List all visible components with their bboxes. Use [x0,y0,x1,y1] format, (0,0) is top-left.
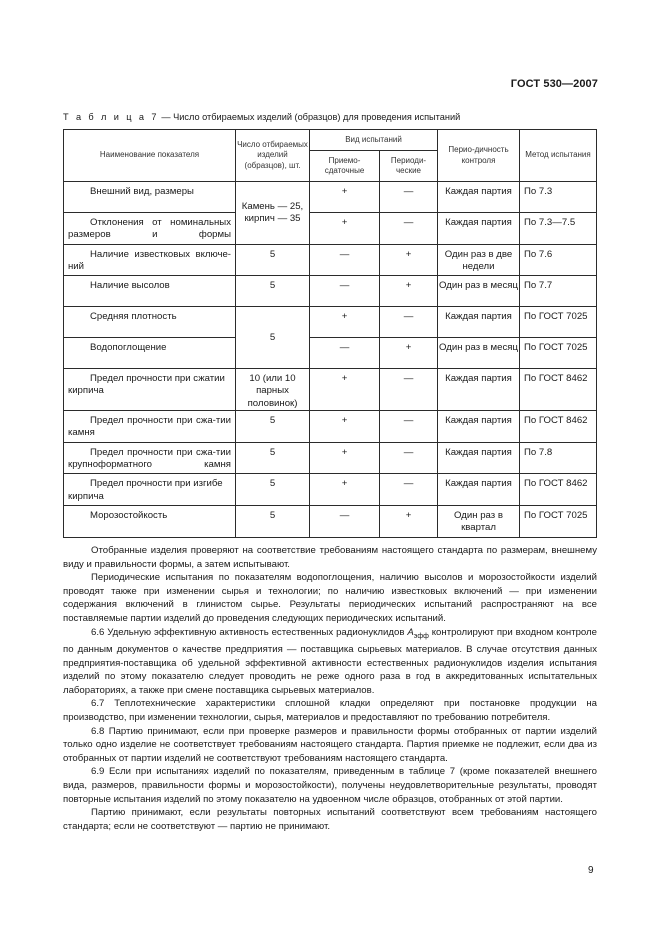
table-row [64,411,597,443]
header-acceptance: Приемо-сдаточные [310,151,380,182]
row-acceptance: — [310,338,380,369]
row-periodic: — [380,369,438,411]
table-row [64,474,597,506]
row-method: По 7.3—7.5 [520,213,597,245]
row-indicator: Отклонения от номинальных размеров и формы [68,217,231,241]
row-acceptance: — [310,505,380,537]
table-row [64,442,597,474]
row-frequency: Один раз в две недели [438,244,520,276]
row-method: По ГОСТ 7025 [520,338,597,369]
row-frequency: Один раз в месяц [438,276,520,307]
table-row [64,276,597,307]
table-row [64,307,597,338]
row-method: По 7.6 [520,244,597,276]
row-indicator: Внешний вид, размеры [90,186,194,197]
row-acceptance: — [310,244,380,276]
row-periodic: + [380,244,438,276]
paragraph-6-8: 6.8 Партию принимают, если при проверке размеров и правильности формы отобранных от партии изделий только одно изделие не соответствует требованиям настоящего стандарта. Партия приемке не подлежит, если два из отобранных от партии изделий не соответствуют требованиям настоящего стандарта. [63,725,597,764]
paragraph: Периодические испытания по показателям водопоглощения, наличию высолов и морозостойкости изделий проводят также при изменении сырья и технологии; по наличию известковых включений — при изменении содержания включений в глинистом сырье. Результаты периодических испытаний распространяют на все поставляемые партии изделий до проведения следующих периодических испытаний. [63,572,597,624]
row-indicator: Водопоглощение [90,342,167,354]
row-periodic: — [380,182,438,213]
paragraph: Отобранные изделия проверяют на соответствие требованиям настоящего стандарта по размерам, внешнему виду и правильности формы, а затем испытывают. [63,545,597,570]
paragraph-6-6: 6.6 Удельную эффективную активность естественных радионуклидов $A_{эфф}$ контролируют при входном контроле по данным документов о качестве предприятия — поставщика сырьевых материалов. В случае отсутствия данных предприятия-поставщика об удельной эффективной активности естественных радионуклидов изделия испытания изделий по этому показателю следует проводить не реже одного раза в год в аккредитованных испытательных лабораториях, а также при смене поставщика сырьевых материалов. [63,626,597,696]
row-frequency: Каждая партия [438,411,520,443]
header-name: Наименование показателя [64,130,236,182]
row-frequency: Каждая партия [438,442,520,474]
row-method: По ГОСТ 8462 [520,411,597,443]
row-frequency: Один раз в квартал [438,505,520,537]
row-acceptance: + [310,213,380,245]
row-count: 5 [236,442,310,474]
row-frequency: Каждая партия [438,369,520,411]
row-method: По ГОСТ 8462 [520,474,597,506]
row-frequency: Каждая партия [438,213,520,245]
table-row [64,369,597,411]
row-method: По ГОСТ 8462 [520,369,597,411]
header-count: Число отбираемых изделий (образцов), шт. [236,130,310,182]
row-frequency: Каждая партия [438,182,520,213]
row-indicator: Средняя плотность [90,311,177,323]
row-count: Камень — 25, кирпич — 35 [236,182,310,245]
row-acceptance: + [310,182,380,213]
activity-subscript: эфф [413,632,429,640]
row-count: 5 [236,307,310,369]
document-code: ГОСТ 530—2007 [510,78,598,90]
row-periodic: — [380,213,438,245]
table-row [64,338,597,369]
row-method: По ГОСТ 7025 [520,307,597,338]
row-indicator: Предел прочности при сжа-тии камня [68,415,231,439]
row-acceptance: + [310,411,380,443]
row-periodic: — [380,442,438,474]
row-count: 5 [236,411,310,443]
row-acceptance: + [310,307,380,338]
activity-symbol: A [407,626,414,638]
row-frequency: Один раз в месяц [438,338,520,369]
row-indicator: Предел прочности при изгибе кирпича [68,478,223,502]
row-method: По 7.3 [520,182,597,213]
row-periodic: — [380,307,438,338]
row-periodic: — [380,411,438,443]
row-indicator: Предел прочности при сжа-тии крупноформатного камня [68,446,231,471]
page-number: 9 [588,865,594,876]
table-row [64,182,597,213]
row-acceptance: — [310,276,380,307]
row-indicator: Наличие высолов [90,280,170,292]
row-periodic: — [380,474,438,506]
header-test-type: Вид испытаний [310,130,438,151]
test-samples-table [63,129,597,538]
row-indicator: Предел прочности при сжатии кирпича [68,373,225,397]
table-row [64,213,597,245]
row-frequency: Каждая партия [438,474,520,506]
row-count: 5 [236,244,310,276]
row-acceptance: + [310,442,380,474]
caption-dash: — [161,112,171,122]
table-row [64,244,597,276]
row-count: 10 (или 10 парных половинок) [236,369,310,411]
row-method: По 7.7 [520,276,597,307]
row-count: 5 [236,276,310,307]
body-text [63,544,597,833]
row-method: По ГОСТ 7025 [520,505,597,537]
row-indicator: Наличие известковых включе-ний [68,248,231,272]
header-periodic: Периоди-ческие [380,151,438,182]
row-acceptance: + [310,369,380,411]
paragraph-6-7: 6.7 Теплотехнические характеристики сплошной кладки определяют при постановке продукции на производство, при изменении технологии, сырья, материалов и предоставляют по требованию потребителя. [63,698,597,724]
header-method: Метод испытания [520,130,597,182]
paragraph-6-9: 6.9 Если при испытаниях изделий по показателям, приведенным в таблице 7 (кроме показателей внешнего вида, размеров, правильности формы и морозостойкости), получены неудовлетворительные результаты, проводят повторные испытания изделий по этому показателю на удвоенном числе образцов, отобранных от этой партии. [63,766,597,805]
row-frequency: Каждая партия [438,307,520,338]
row-periodic: + [380,338,438,369]
table-row [64,505,597,537]
row-count: 5 [236,474,310,506]
table-title: Число отбираемых изделий (образцов) для проведения испытаний [173,112,461,122]
table-caption [63,112,603,122]
row-acceptance: + [310,474,380,506]
paragraph: Партию принимают, если результаты повторных испытаний соответствуют всем требованиям настоящего стандарта; если не соответствуют — партию не принимают. [63,807,597,832]
header-frequency: Перио-дичность контроля [438,130,520,182]
row-periodic: + [380,276,438,307]
row-periodic: + [380,505,438,537]
row-method: По 7.8 [520,442,597,474]
row-indicator: Морозостойкость [90,509,168,521]
row-count: 5 [236,505,310,537]
table-label: Т а б л и ц а 7 [63,112,159,122]
